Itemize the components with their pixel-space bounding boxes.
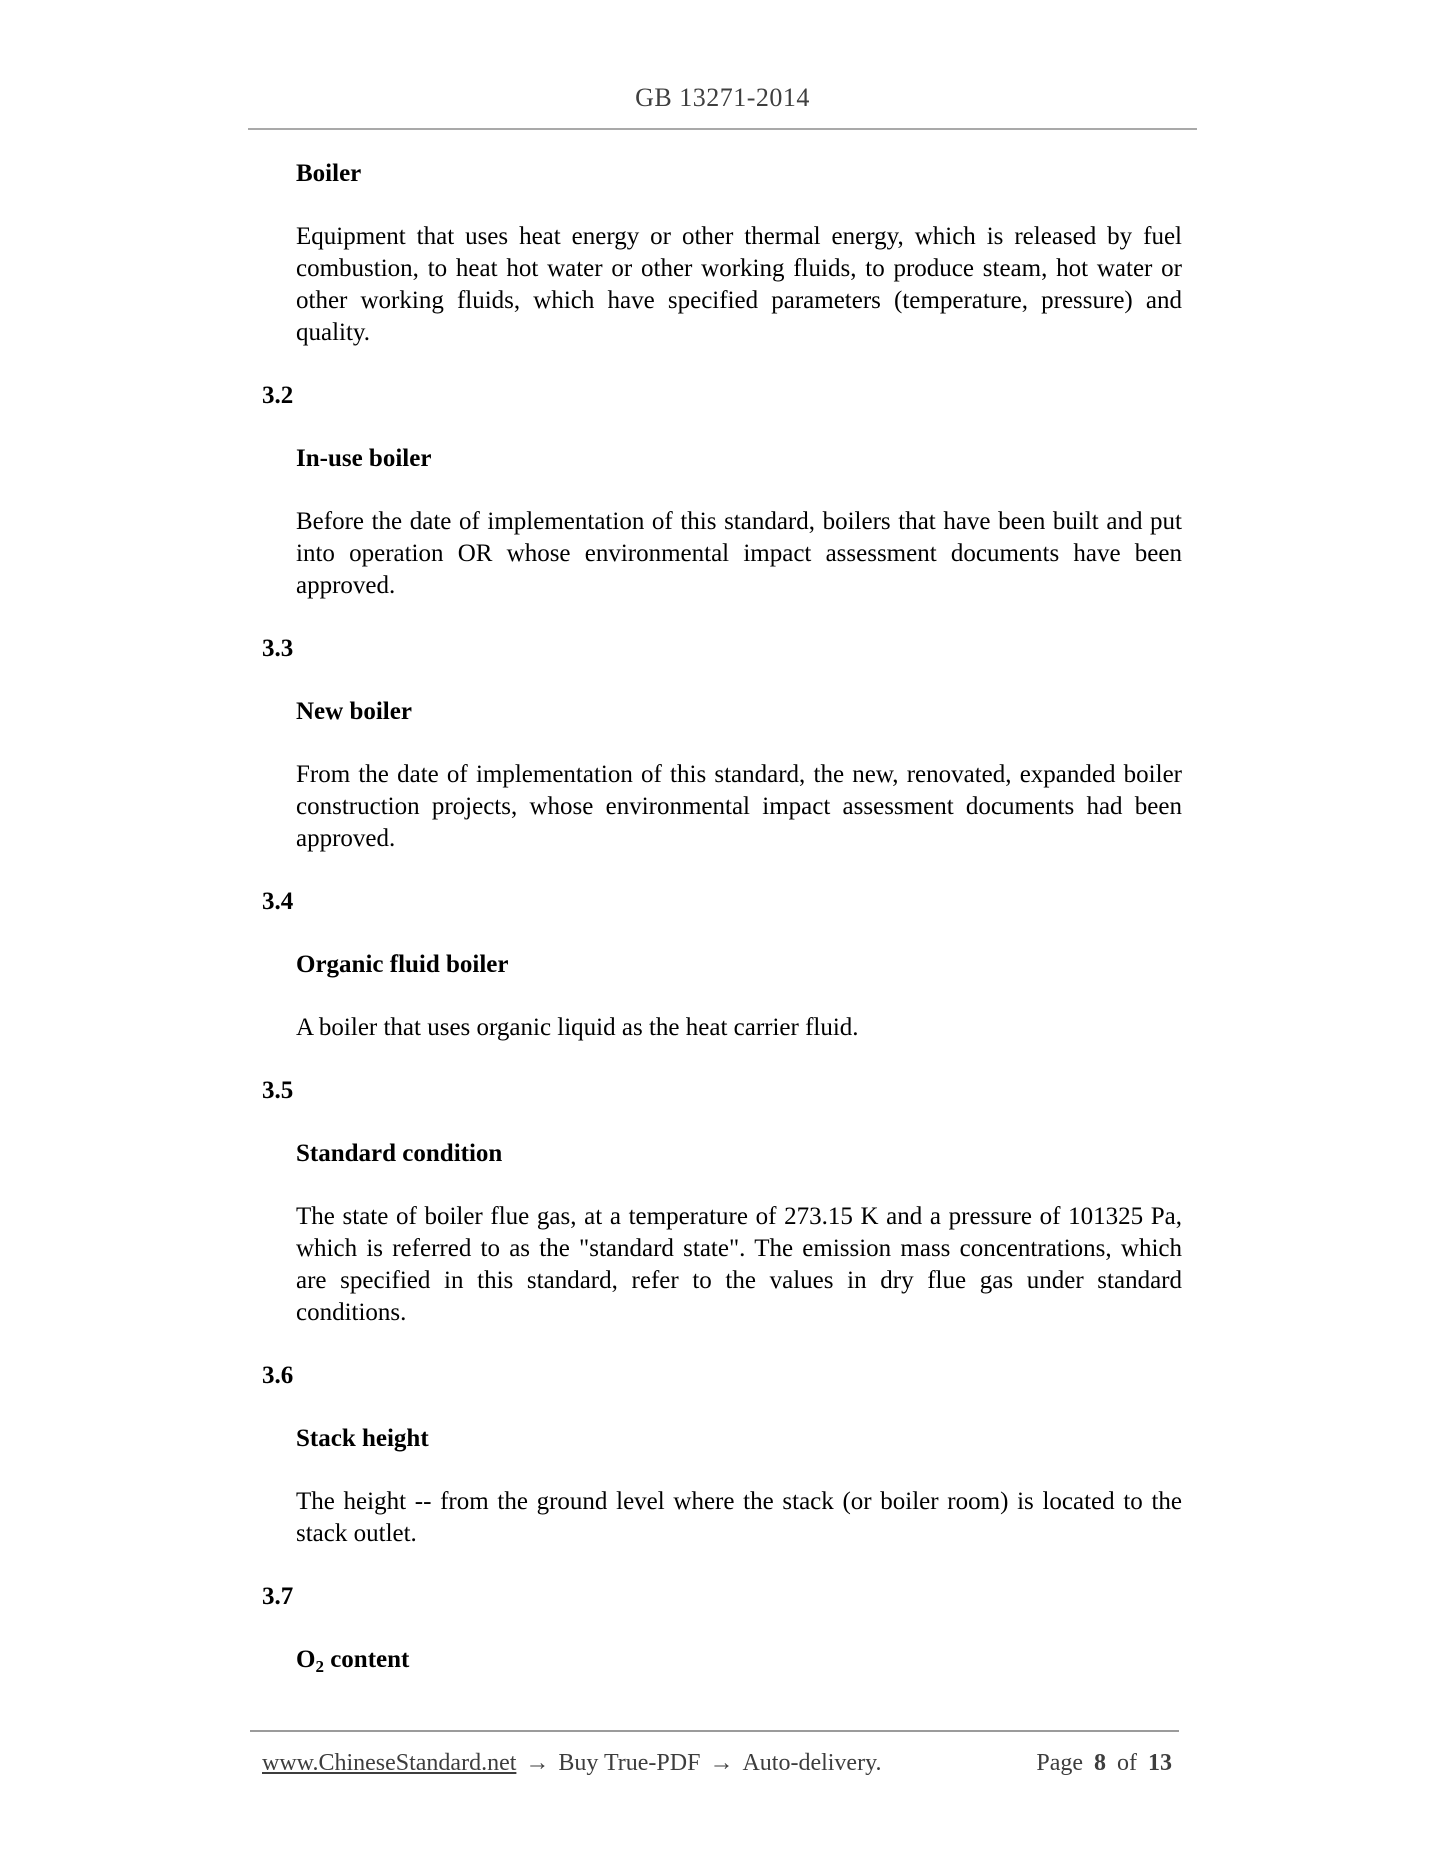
o2-subscript: 2 [315, 1657, 324, 1676]
term-heading-boiler: Boiler [296, 160, 362, 187]
header-divider [248, 128, 1197, 130]
page-number: 8 [1094, 1750, 1106, 1776]
page-indicator [1036, 1748, 1172, 1778]
footer-buy-text: Buy True-PDF [558, 1750, 701, 1776]
arrow-right-icon: → [709, 1750, 734, 1776]
page-total: 13 [1148, 1750, 1172, 1776]
o2-symbol: O [296, 1646, 316, 1673]
term-heading-in-use-boiler: In-use boiler [296, 445, 432, 472]
document-body [262, 158, 1182, 1676]
term-heading-standard-condition: Standard condition [296, 1140, 503, 1167]
term-definition-stack-height: The height -- from the ground level where the stack (or boiler room) is located to the stack outlet. [296, 1488, 1182, 1547]
term-definition-standard-condition: The state of boiler flue gas, at a temperature of 273.15 K and a pressure of 101325 Pa, which is referred to as the "standard state". The emission mass concentrations, which are specified in this standard, refer to the values in dry flue gas under standard conditions. [296, 1203, 1182, 1326]
clause-number-3-6: 3.6 [262, 1362, 294, 1389]
clause-number-3-4: 3.4 [262, 888, 294, 915]
page-label: Page [1036, 1750, 1083, 1776]
footer-delivery-text: Auto-delivery. [742, 1750, 882, 1776]
of-label: of [1117, 1750, 1137, 1776]
term-definition-boiler: Equipment that uses heat energy or other thermal energy, which is released by fuel combustion, to heat hot water or other working fluids, to produce steam, hot water or other working fluids, which have specified parameters (temperature, pressure) and quality. [296, 223, 1182, 346]
term-definition-new-boiler: From the date of implementation of this standard, the new, renovated, expanded boiler construction projects, whose environmental impact assessment documents had been approved. [296, 761, 1182, 852]
o2-heading-rest: content [323, 1646, 410, 1673]
page-footer [262, 1748, 1172, 1778]
term-heading-stack-height: Stack height [296, 1425, 429, 1452]
footer-promo [262, 1748, 882, 1778]
page-header-standard-number: GB 13271-2014 [635, 83, 810, 112]
term-heading-organic-fluid-boiler: Organic fluid boiler [296, 951, 509, 978]
clause-number-3-7: 3.7 [262, 1583, 294, 1610]
term-heading-new-boiler: New boiler [296, 698, 412, 725]
term-definition-organic-fluid-boiler: A boiler that uses organic liquid as the heat carrier fluid. [296, 1014, 859, 1041]
clause-number-3-3: 3.3 [262, 635, 294, 662]
clause-number-3-2: 3.2 [262, 382, 294, 409]
arrow-right-icon: → [525, 1750, 550, 1776]
clause-number-3-5: 3.5 [262, 1077, 294, 1104]
footer-website-link[interactable]: www.ChineseStandard.net [262, 1750, 517, 1776]
footer-divider [250, 1730, 1179, 1732]
term-definition-in-use-boiler: Before the date of implementation of this standard, boilers that have been built and put into operation OR whose environmental impact assessment documents have been approved. [296, 508, 1182, 599]
term-heading-o2-content [296, 1644, 1182, 1676]
